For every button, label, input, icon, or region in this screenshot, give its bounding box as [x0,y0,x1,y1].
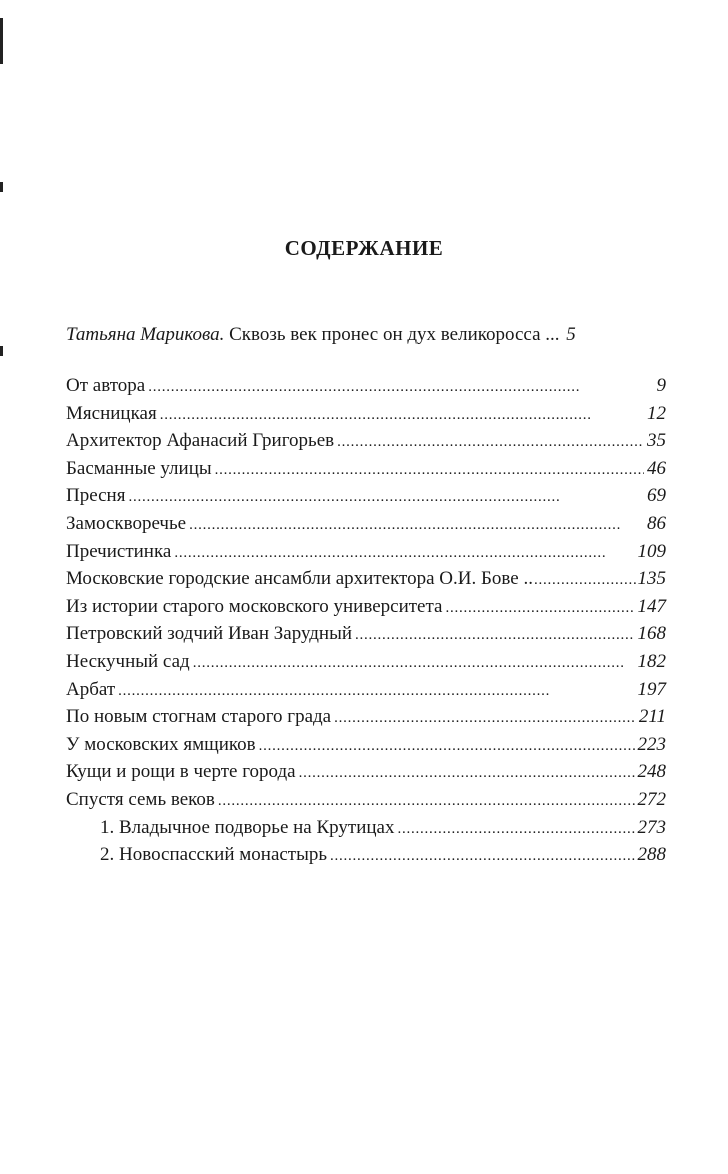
toc-subentry [66,844,666,872]
toc-entry-title: По новым стогнам старого града [66,706,332,728]
toc-entry [66,375,666,403]
toc-entry-title: Арбат [66,678,116,700]
dot-leader [355,627,634,644]
toc-entry [66,568,666,596]
dot-leader [445,600,634,617]
dot-leader [148,379,653,396]
toc-entry-page: 109 [637,540,666,562]
scan-edge-mark-lower [0,346,3,356]
toc-entry-title: Спустя семь веков [66,788,215,810]
toc-entry-page: 46 [647,457,666,479]
toc-subentry [66,817,666,845]
toc-entry [66,458,666,486]
toc-entry-page: 211 [638,706,666,728]
toc-entry [66,706,666,734]
toc-entry [66,541,666,569]
dot-leader [299,765,635,782]
toc-entry-title: 2. Новоспасский монастырь [100,844,328,866]
toc-entry [66,623,666,651]
toc-entry-page: 9 [656,375,666,396]
toc-entry-title: Замоскворечье [66,512,187,534]
toc-entry [66,485,666,513]
dot-leader [534,572,637,589]
toc-entry-page: 273 [637,816,666,838]
toc-entry-title: Московские городские ансамбли архитектора О.И. Бове .. [66,568,533,590]
toc-entry-page: 248 [637,761,666,783]
toc-entry-title: От автора [66,375,146,396]
toc-entry-page: 288 [637,844,666,866]
dot-leader [334,710,636,727]
toc-entry [66,734,666,762]
page-title: СОДЕРЖАНИЕ [284,236,444,260]
toc-entry-title: Пречистинка [66,540,172,562]
toc-entry-title: Мясницкая [66,402,157,424]
toc-entry [66,513,666,541]
toc-entry-page: 182 [637,650,666,672]
dot-leader [160,407,644,424]
table-of-contents [66,375,666,872]
dot-leader [193,655,635,672]
toc-entry [66,679,666,707]
dot-leader [215,462,644,479]
toc-entry-title: Из истории старого московского университета [66,595,443,617]
toc-entry-page: 147 [637,595,666,617]
toc-entry [66,403,666,431]
toc-entry [66,789,666,817]
toc-entry-title: Пресня [66,485,126,507]
toc-entry-page: 69 [647,485,666,507]
dot-leader [128,489,644,506]
toc-entry [66,430,666,458]
dot-leader [259,738,635,755]
scan-edge-mark-middle [0,182,3,192]
toc-entry-title: Нескучный сад [66,650,190,672]
dot-leader [330,848,634,865]
toc-entry-page: 135 [637,568,666,590]
toc-intro-entry [66,324,666,346]
intro-title: Сквозь век пронес он дух великоросса ... [224,324,565,345]
toc-entry-title: Басманные улицы [66,457,212,479]
toc-entry-title: Архитектор Афанасий Григорьев [66,430,335,452]
toc-entry [66,761,666,789]
toc-entry-title: 1. Владычное подворье на Крутицах [100,816,395,838]
dot-leader [118,683,634,700]
intro-author: Татьяна Марикова. [66,324,225,345]
toc-entry-page: 272 [637,788,666,810]
intro-page-number: 5 [566,324,576,345]
toc-entry [66,596,666,624]
toc-entry-page: 168 [637,623,666,645]
toc-entry-page: 197 [637,678,666,700]
toc-entry-page: 12 [647,402,666,424]
dot-leader [337,434,644,451]
dot-leader [218,793,635,810]
dot-leader [174,545,634,562]
scan-edge-mark-top [0,18,3,64]
toc-entry-title: Петровский зодчий Иван Зарудный [66,623,353,645]
toc-entry [66,651,666,679]
toc-entry-title: У московских ямщиков [66,733,256,755]
toc-entry-page: 223 [637,733,666,755]
toc-entry-page: 35 [647,430,666,452]
toc-entry-page: 86 [647,512,666,534]
dot-leader [189,517,644,534]
dot-leader [397,821,634,838]
toc-entry-title: Кущи и рощи в черте города [66,761,296,783]
